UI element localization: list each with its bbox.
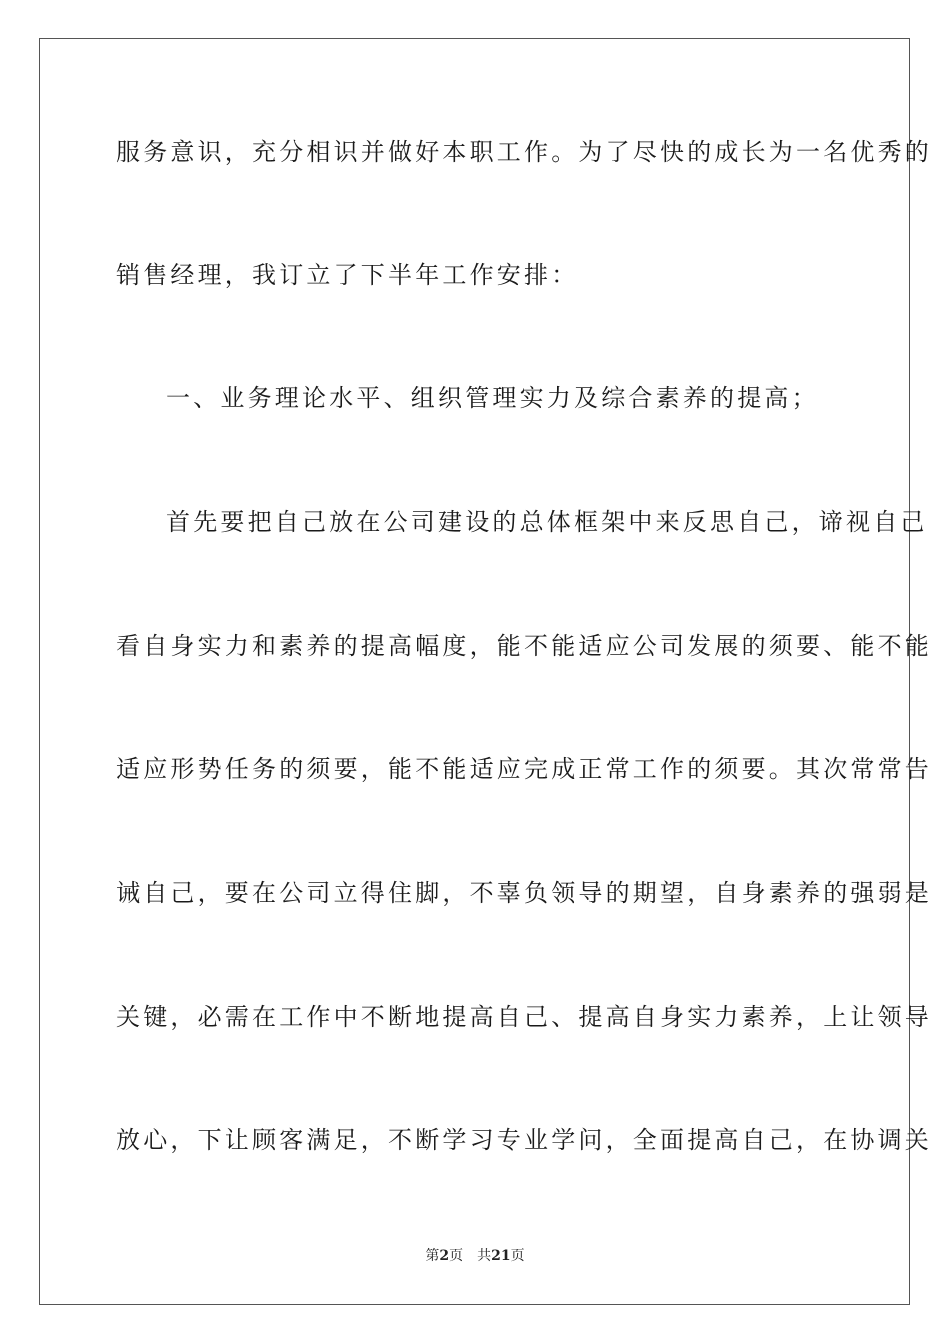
total-suffix: 页: [510, 1248, 525, 1264]
text-line-7: 诫自己，要在公司立得住脚，不辜负领导的期望，自身素养的强弱是: [116, 879, 932, 907]
text-line-8: 关键，必需在工作中不断地提高自己、提高自身实力素养，上让领导: [116, 1003, 932, 1031]
text-line-1: 服务意识，充分相识并做好本职工作。为了尽快的成长为一名优秀的: [116, 138, 932, 166]
text-line-2: 销售经理，我订立了下半年工作安排：: [116, 261, 579, 289]
text-line-6: 适应形势任务的须要，能不能适应完成正常工作的须要。其次常常告: [116, 755, 932, 783]
page-suffix: 页: [449, 1248, 464, 1264]
page-frame: [39, 38, 932, 1305]
page-footer: [0, 1247, 950, 1265]
text-line-4: 首先要把自己放在公司建设的总体框架中来反思自己，谛视自己: [166, 508, 928, 536]
page-number: 2: [439, 1248, 450, 1264]
page-prefix: 第: [425, 1248, 440, 1264]
total-pages: 21: [491, 1248, 511, 1264]
section-heading-1: 一、业务理论水平、组织管理实力及综合素养的提高；: [166, 384, 819, 412]
text-line-9: 放心，下让顾客满足，不断学习专业学问，全面提高自己，在协调关: [116, 1126, 932, 1154]
total-prefix: 共: [477, 1248, 492, 1264]
text-line-5: 看自身实力和素养的提高幅度，能不能适应公司发展的须要、能不能: [116, 632, 932, 660]
